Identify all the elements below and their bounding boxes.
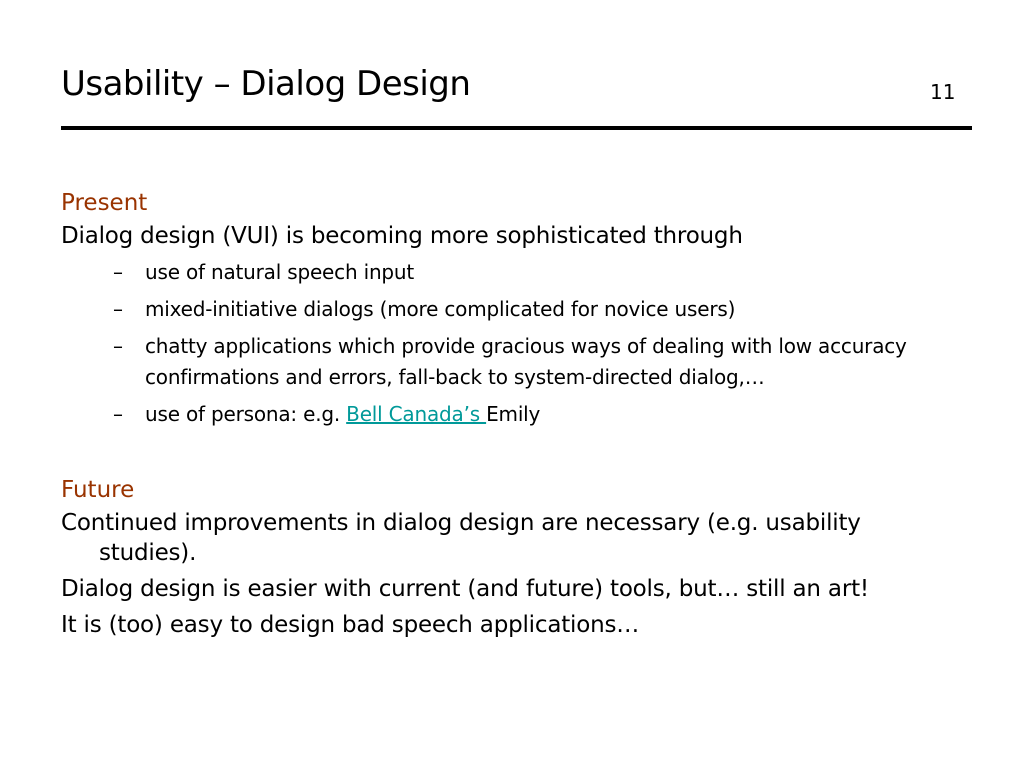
- dash-bullet: –: [113, 334, 123, 358]
- sub-item-persona: [61, 399, 961, 430]
- future-paragraph-bad-apps: It is (too) easy to design bad speech applications…: [61, 612, 640, 638]
- slide-body: [61, 185, 961, 646]
- future-heading: Future: [61, 477, 135, 503]
- persona-prefix: use of persona: e.g.: [145, 402, 347, 426]
- future-paragraph-tools: Dialog design is easier with current (and future) tools, but… still an art!: [61, 576, 869, 602]
- sub-item-chatty-applications: [61, 331, 961, 393]
- present-intro: Dialog design (VUI) is becoming more sophisticated through: [61, 223, 743, 249]
- sub-item-text: use of natural speech input: [145, 260, 415, 284]
- slide-title: Usability – Dialog Design: [61, 64, 471, 104]
- persona-suffix: Emily: [486, 402, 541, 426]
- future-paragraph-improvements: Continued improvements in dialog design are necessary (e.g. usability studies).: [61, 510, 861, 566]
- title-divider: [61, 126, 972, 130]
- slide-number: 11: [930, 80, 956, 104]
- dash-bullet: –: [113, 260, 123, 284]
- present-sub-list: [61, 257, 961, 430]
- section-spacer: [61, 436, 961, 472]
- present-heading: Present: [61, 190, 148, 216]
- sub-item-text: chatty applications which provide gracious ways of dealing with low accuracy confirmations and errors, fall-back to system-directed dialog,…: [145, 334, 907, 389]
- dash-bullet: –: [113, 402, 123, 426]
- sub-item-text: mixed-initiative dialogs (more complicated for novice users): [145, 297, 736, 321]
- sub-item-mixed-initiative: [61, 294, 961, 325]
- dash-bullet: –: [113, 297, 123, 321]
- bell-canada-link[interactable]: Bell Canada’s: [346, 402, 487, 426]
- sub-item-natural-speech: [61, 257, 961, 288]
